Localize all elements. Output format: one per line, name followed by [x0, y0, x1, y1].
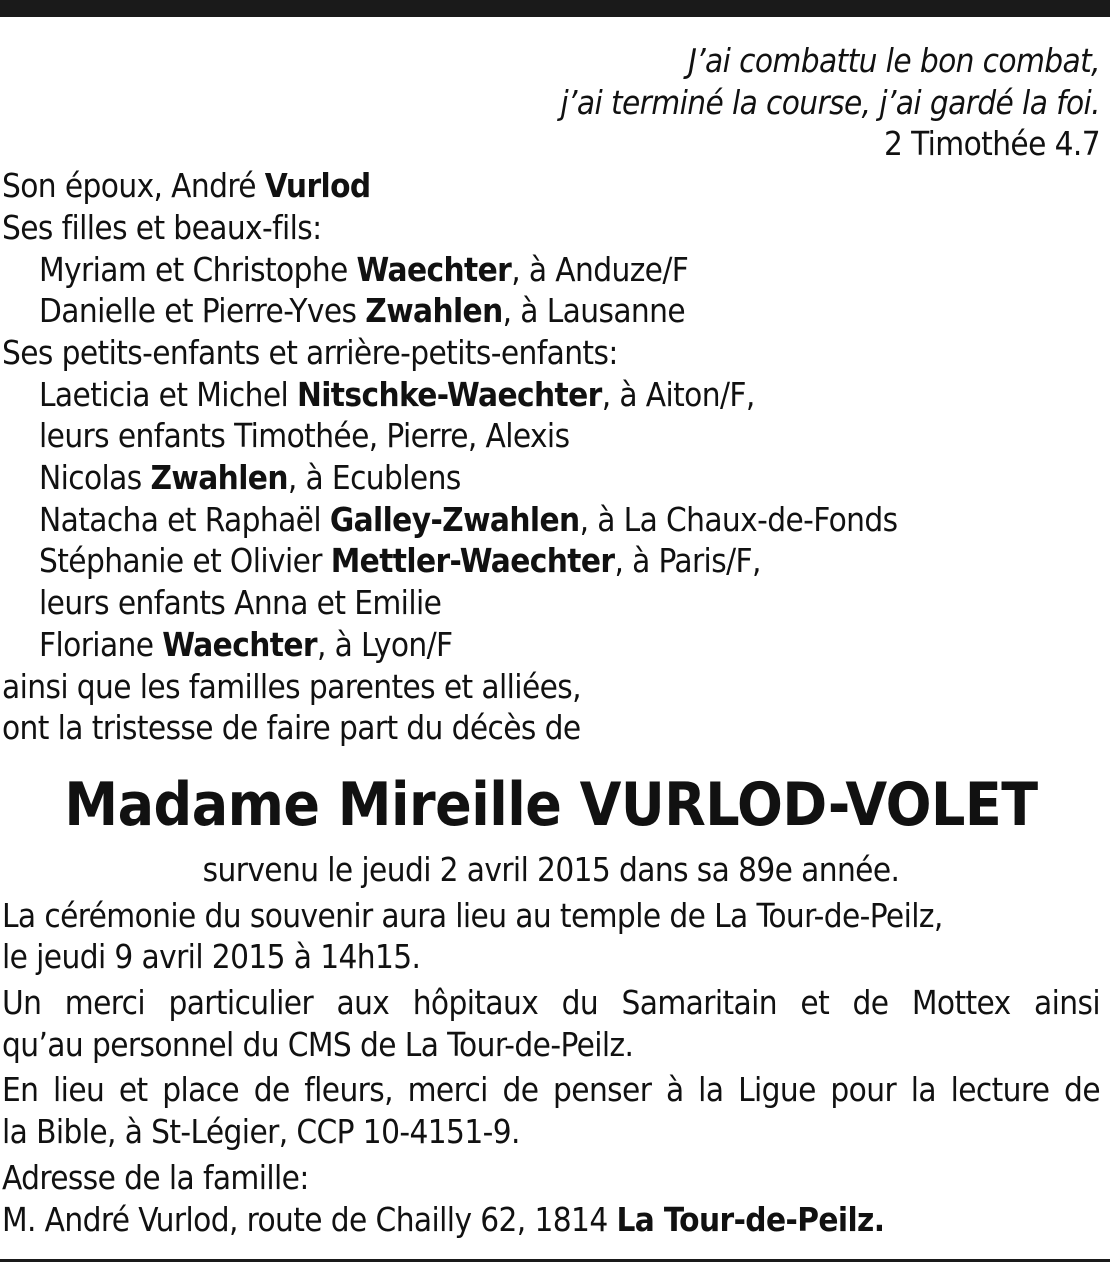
deceased-name: Madame Mireille VURLOD-VOLET — [64, 769, 1038, 840]
ceremony-line-2: le jeudi 9 avril 2015 à 14h15. — [2, 937, 421, 977]
obituary-notice — [2, 40, 1100, 1240]
entry-surname: Waechter — [356, 249, 512, 289]
bottom-rule — [0, 1259, 1110, 1262]
grandchild-children: leurs enfants Timothée, Pierre, Alexis — [39, 416, 570, 456]
verse-line-1: J’ai combattu le bon combat, — [688, 41, 1100, 80]
thanks-paragraph — [2, 982, 1100, 1065]
flowers-line-2: la Bible, à St-Légier, CCP 10-4151-9. — [2, 1112, 520, 1152]
entry-place: , à Aiton/F, — [601, 374, 755, 414]
daughter-entry — [2, 249, 1100, 291]
address-paragraph — [2, 1157, 1100, 1240]
entry-surname: Zwahlen — [365, 291, 503, 331]
entry-place: , à Lyon/F — [316, 624, 453, 664]
entry-given: Nicolas — [39, 458, 151, 498]
entry-place: , à La Chaux-de-Fonds — [579, 499, 898, 539]
address-town: La Tour-de-Peilz. — [616, 1199, 885, 1239]
spouse-surname: Vurlod — [264, 166, 371, 206]
address-line — [2, 1199, 1100, 1241]
thanks-line-2: qu’au personnel du CMS de La Tour-de-Peilz. — [2, 1024, 634, 1064]
address-prefix: M. André Vurlod, route de Chailly 62, 1814 — [2, 1199, 617, 1239]
entry-place: , à Lausanne — [502, 291, 686, 331]
entry-given: Myriam et Christophe — [39, 249, 357, 289]
entry-place: , à Ecublens — [287, 458, 461, 498]
relatives-line: ainsi que les familles parentes et alliées, — [2, 666, 581, 706]
verse-reference: 2 Timothée 4.7 — [884, 124, 1100, 164]
flowers-paragraph — [2, 1069, 1100, 1152]
spouse-prefix: Son époux, André — [2, 166, 265, 206]
grandchild-entry — [2, 499, 1100, 541]
entry-given: Floriane — [39, 624, 163, 664]
grandchild-children: leurs enfants Anna et Emilie — [39, 583, 442, 623]
spouse-line — [2, 165, 1100, 207]
flowers-line-1: En lieu et place de fleurs, merci de penser à la Ligue pour la lecture de — [2, 1070, 1100, 1110]
entry-given: Danielle et Pierre-Yves — [39, 291, 366, 331]
entry-place: , à Anduze/F — [511, 249, 689, 289]
entry-surname: Zwahlen — [150, 458, 288, 498]
grandchild-entry — [2, 540, 1100, 582]
entry-surname: Mettler-Waechter — [330, 541, 615, 581]
bible-verse — [2, 40, 1100, 165]
entry-surname: Nitschke-Waechter — [296, 374, 602, 414]
entry-given: Natacha et Raphaël — [39, 499, 330, 539]
verse-line-2: j’ai terminé la course, j’ai gardé la foi. — [560, 82, 1100, 122]
ceremony-line-1: La cérémonie du souvenir aura lieu au temple de La Tour-de-Peilz, — [2, 895, 943, 935]
entry-surname: Waechter — [162, 624, 317, 664]
daughter-entry — [2, 290, 1100, 332]
entry-place: , à Paris/F, — [614, 541, 761, 581]
entry-given: Laeticia et Michel — [39, 374, 297, 414]
announcement-line: ont la tristesse de faire part du décès de — [2, 708, 581, 748]
entry-given: Stéphanie et Olivier — [39, 541, 331, 581]
grandchild-entry — [2, 624, 1100, 666]
ceremony-paragraph — [2, 895, 1100, 978]
grandchild-entry — [2, 457, 1100, 499]
entry-surname: Galley-Zwahlen — [329, 499, 580, 539]
grandchildren-heading: Ses petits-enfants et arrière-petits-enfants: — [2, 332, 618, 372]
grandchild-entry — [2, 374, 1100, 416]
top-rule — [0, 0, 1110, 17]
daughters-heading: Ses filles et beaux-fils: — [2, 207, 322, 247]
thanks-line-1: Un merci particulier aux hôpitaux du Samaritain et de Mottex ainsi — [2, 983, 1100, 1023]
address-heading: Adresse de la famille: — [2, 1157, 309, 1197]
death-detail: survenu le jeudi 2 avril 2015 dans sa 89e année. — [202, 849, 900, 889]
